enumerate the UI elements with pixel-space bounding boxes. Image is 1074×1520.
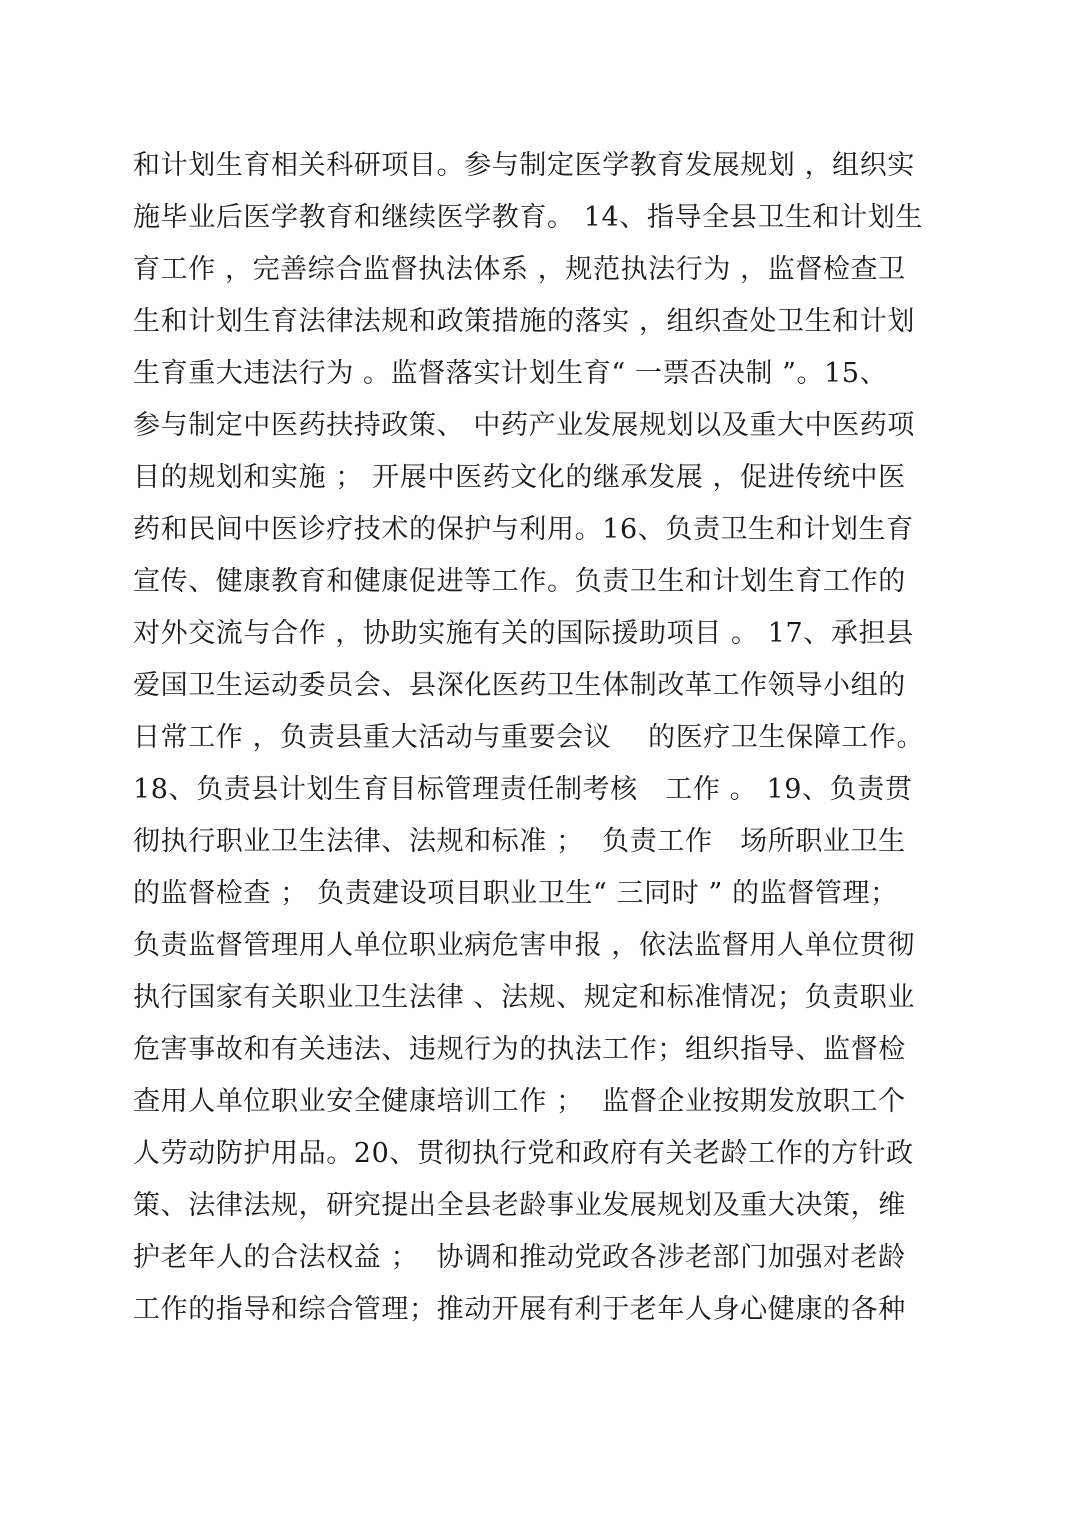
text-line: 护老年人的合法权益 ； 协调和推动党政各涉老部门加强对老龄 xyxy=(133,1242,906,1273)
text-line: 药和民间中医诊疗技术的保护与利用。16、负责卫生和计划生育 xyxy=(133,514,914,545)
text-line: 的监督检查 ； 负责建设项目职业卫生“ 三同时 ” 的监督管理； xyxy=(133,878,898,909)
text-line: 对外交流与合作 ，协助实施有关的国际援助项目 。 17、承担县 xyxy=(133,618,914,649)
text-line: 目的规划和实施 ； 开展中医药文化的继承发展 ，促进传统中医 xyxy=(133,462,906,493)
text-line: 育工作 ，完善综合监督执法体系 ，规范执法行为 ，监督检查卫 xyxy=(133,254,906,285)
text-line: 执行国家有关职业卫生法律 、法规、规定和标准情况；负责职业 xyxy=(133,982,915,1013)
text-line: 生和计划生育法律法规和政策措施的落实 ，组织查处卫生和计划 xyxy=(133,306,915,337)
text-line: 工作的指导和综合管理；推动开展有利于老年人身心健康的各种 xyxy=(133,1294,906,1325)
body-text xyxy=(133,140,953,1336)
text-line: 彻执行职业卫生法律、法规和标准 ； 负责工作 场所职业卫生 xyxy=(133,826,906,857)
text-line: 策、法律法规，研究提出全县老龄事业发展规划及重大决策，维 xyxy=(133,1190,906,1221)
text-line: 危害事故和有关违法、违规行为的执法工作；组织指导、监督检 xyxy=(133,1034,906,1065)
text-line: 18、负责县计划生育目标管理责任制考核 工作 。 19、负责贯 xyxy=(133,774,913,805)
text-line: 日常工作 ，负责县重大活动与重要会议 的医疗卫生保障工作。 xyxy=(133,722,925,753)
text-line: 施毕业后医学教育和继续医学教育。 14、指导全县卫生和计划生 xyxy=(133,202,923,233)
text-line: 负责监督管理用人单位职业病危害申报 ，依法监督用人单位贯彻 xyxy=(133,930,915,961)
text-line: 和计划生育相关科研项目。参与制定医学教育发展规划 ，组织实 xyxy=(133,150,915,181)
text-line: 人劳动防护用品。20、贯彻执行党和政府有关老龄工作的方针政 xyxy=(133,1138,914,1169)
text-line: 宣传、健康教育和健康促进等工作。负责卫生和计划生育工作的 xyxy=(133,566,906,597)
text-line: 爱国卫生运动委员会、县深化医药卫生体制改革工作领导小组的 xyxy=(133,670,906,701)
text-line: 查用人单位职业安全健康培训工作 ； 监督企业按期发放职工个 xyxy=(133,1086,906,1117)
text-line: 参与制定中医药扶持政策、 中药产业发展规划以及重大中医药项 xyxy=(133,410,915,441)
text-line: 生育重大违法行为 。监督落实计划生育“ 一票否决制 ”。15、 xyxy=(133,358,888,389)
